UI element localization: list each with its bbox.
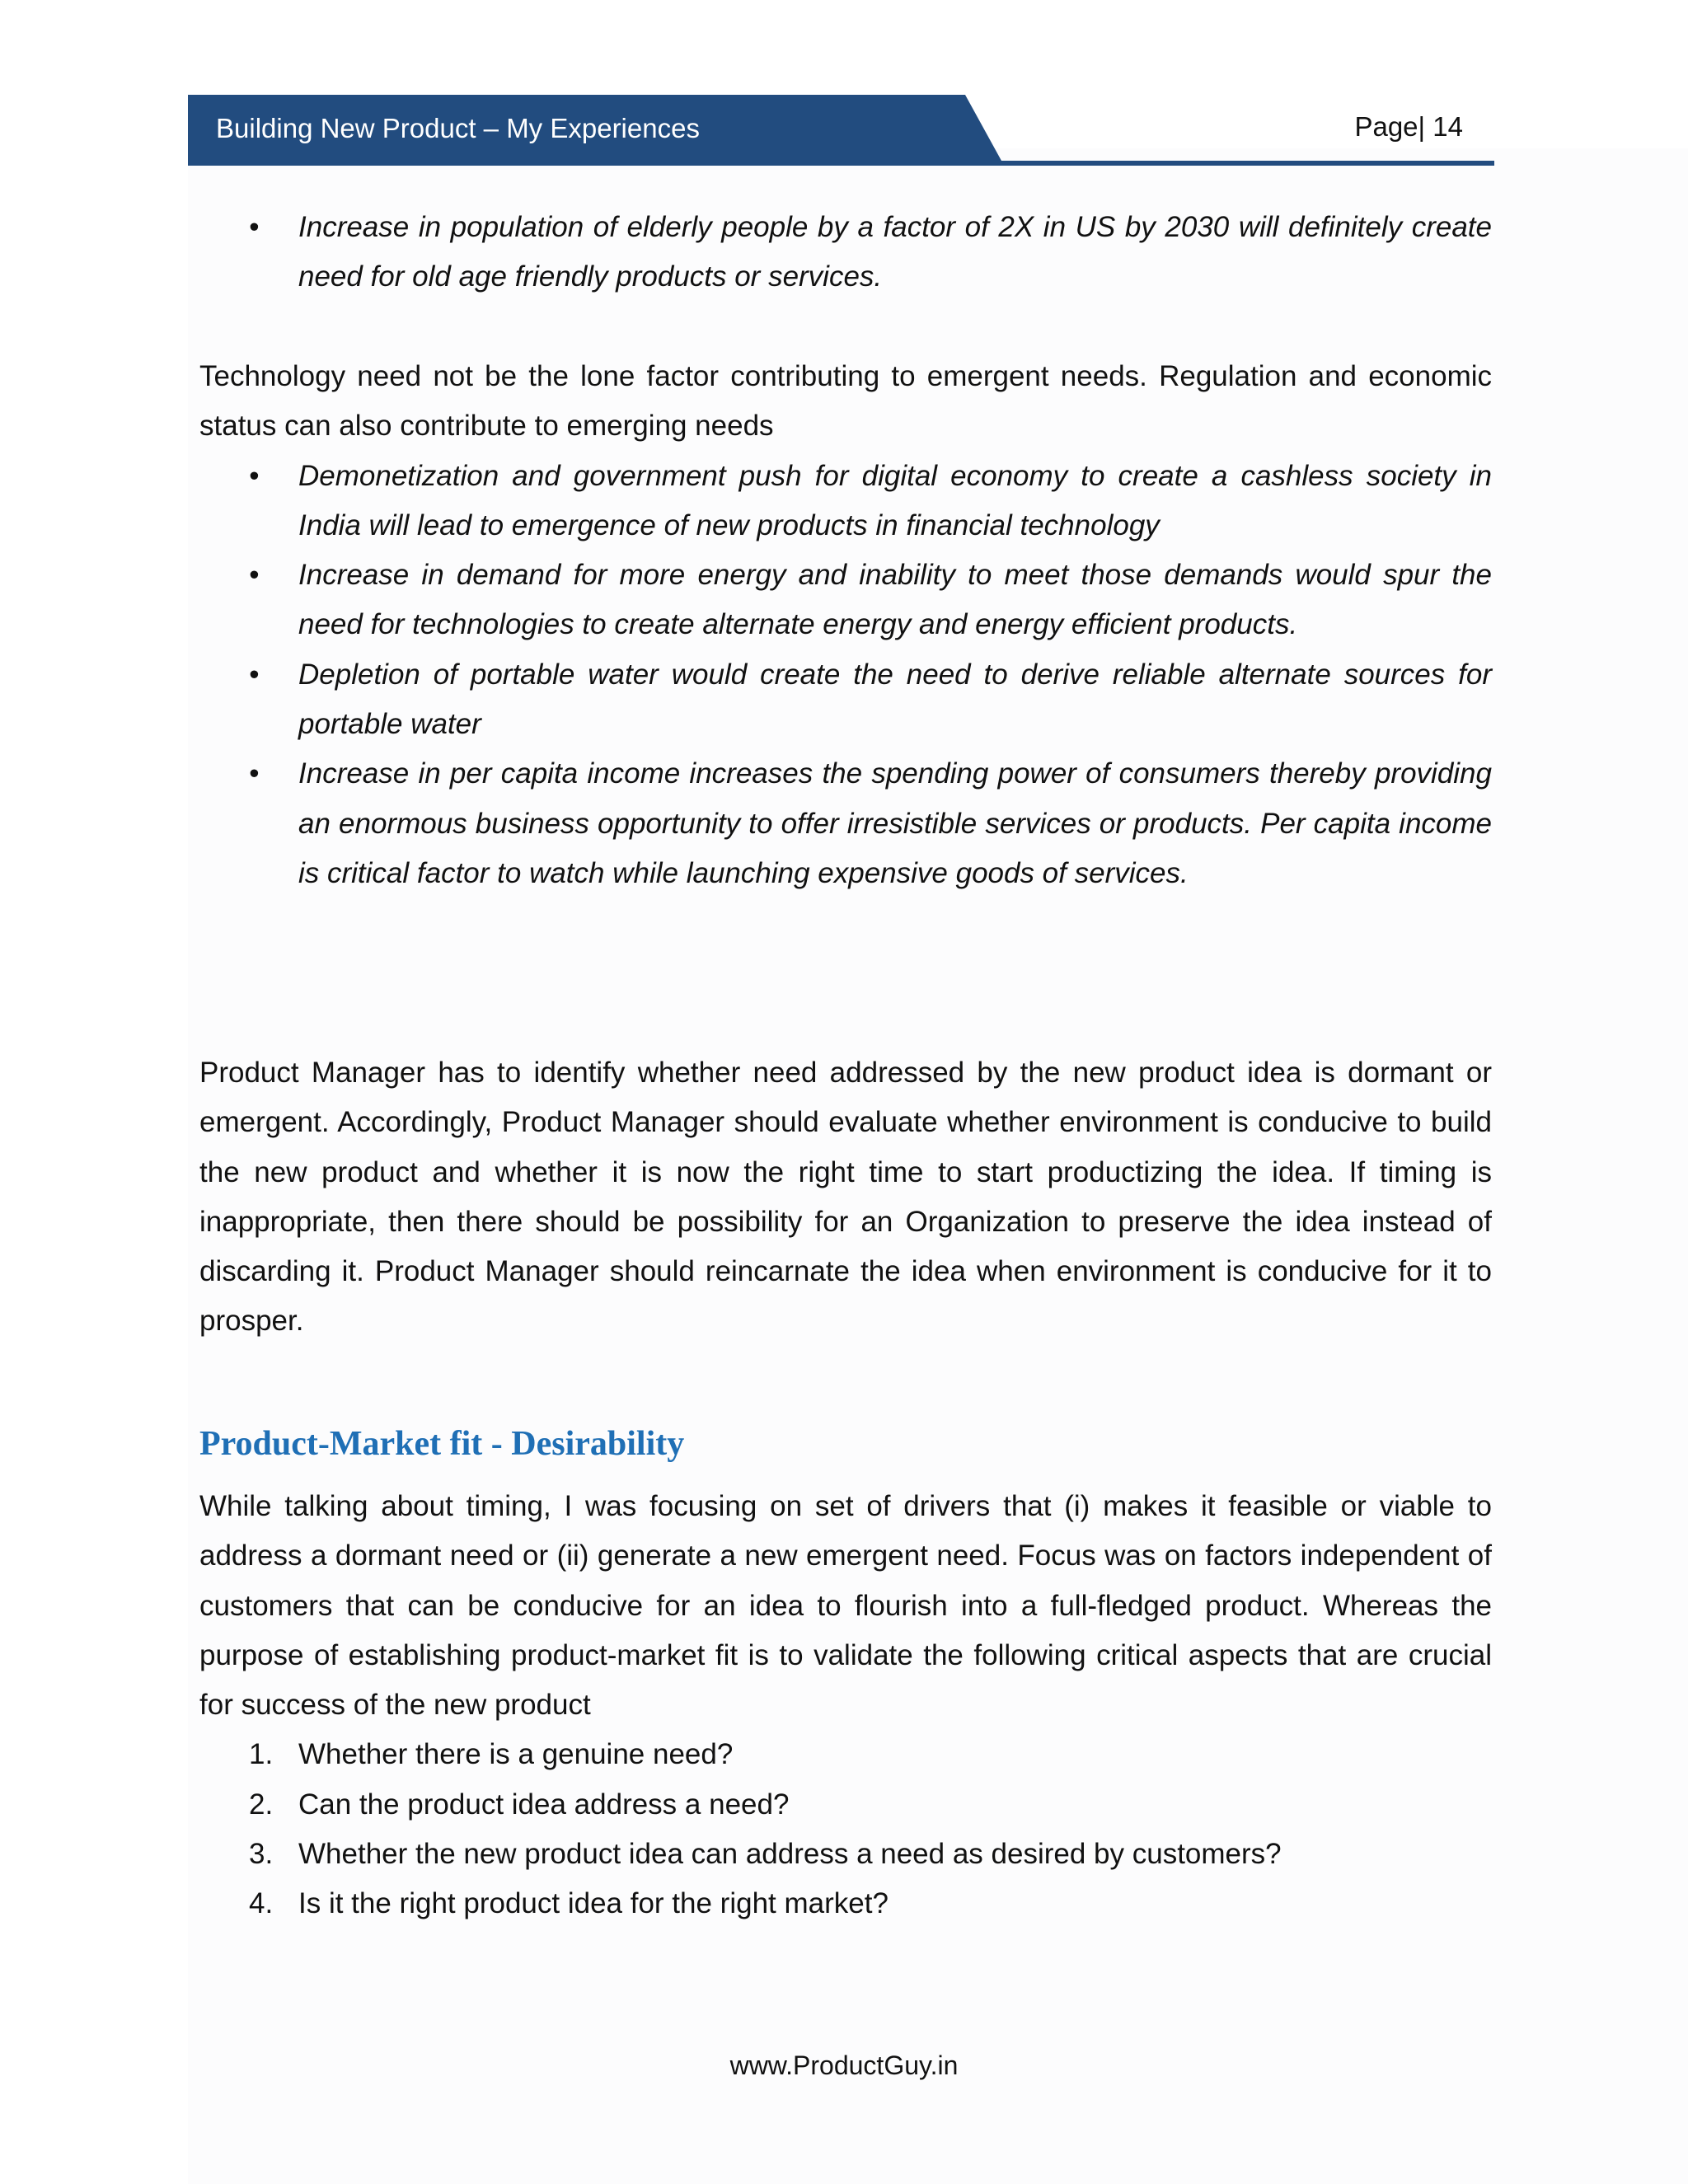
- list-number: 4.: [249, 1887, 274, 1920]
- list-item: • Increase in demand for more energy and inability to meet those demands would spur the need for technologies to create alternate energy and energy efficient products.: [249, 559, 1492, 641]
- list-number: 1.: [249, 1738, 274, 1771]
- document-title: Building New Product – My Experiences: [216, 113, 700, 143]
- list-item-text: Increase in population of elderly people by a factor of 2X in US by 2030 will definitely create need for old age friendly products or services.: [298, 211, 1492, 293]
- footer-url: www.ProductGuy.in: [729, 2050, 959, 2080]
- paragraph: While talking about timing, I was focusing on set of drivers that (i) makes it feasible or viable to address a dormant need or (ii) generate a new emergent need. Focus was on factors independent of customers that can be conducive for an idea to flourish into a full-fledged product. Whereas the purpose of establishing product-market fit is to validate the following critical aspects that are crucial for success of the new product: [199, 1490, 1492, 1722]
- list-item-text: Depletion of portable water would create the need to derive reliable alternate sources for portable water: [298, 658, 1492, 741]
- paragraph: Technology need not be the lone factor contributing to emergent needs. Regulation and economic status can also contribute to emerging needs: [199, 360, 1492, 443]
- page-header: [188, 95, 1494, 166]
- list-item: • Increase in population of elderly people by a factor of 2X in US by 2030 will definitely create need for old age friendly products or services.: [249, 211, 1492, 293]
- page-number: Page| 14: [1354, 111, 1463, 142]
- section-heading: Product-Market fit - Desirability: [199, 1425, 685, 1463]
- list-item-text: Increase in per capita income increases the spending power of consumers thereby providing an enormous business opportunity to offer irresistible services or products. Per capita income is critical factor to watch while launching expensive goods of services.: [298, 757, 1492, 889]
- list-item-text: Increase in demand for more energy and inability to meet those demands would spur the need for technologies to create alternate energy and energy efficient products.: [298, 559, 1492, 641]
- section-emerging-needs: [199, 352, 1492, 898]
- bullet-list-2: [199, 452, 1492, 899]
- bullet-list-1: [199, 203, 1492, 302]
- list-item: [199, 1879, 1492, 1929]
- list-item: • Depletion of portable water would create the need to derive reliable alternate sources for portable water: [249, 658, 1492, 741]
- list-item: • Increase in per capita income increases the spending power of consumers thereby providing an enormous business opportunity to offer irresistible services or products. Per capita income is critical factor to watch while launching expensive goods of services.: [249, 757, 1492, 889]
- list-item: • Demonetization and government push for digital economy to create a cashless society in India will lead to emergence of new products in financial technology: [249, 459, 1492, 541]
- list-item-text: Whether there is a genuine need?: [298, 1738, 734, 1771]
- list-item-text: Whether the new product idea can address a need as desired by customers?: [298, 1838, 1282, 1871]
- list-number: 2.: [249, 1788, 274, 1821]
- list-item-text: Demonetization and government push for digital economy to create a cashless society in India will lead to emergence of new products in financial technology: [298, 459, 1492, 541]
- list-item: [199, 1780, 1492, 1830]
- list-item: [199, 1830, 1492, 1879]
- list-item-text: Is it the right product idea for the right market?: [298, 1887, 889, 1920]
- section-product-market-fit: [199, 1482, 1492, 1929]
- section-timing: [199, 1048, 1492, 1347]
- list-item: [199, 1730, 1492, 1779]
- paragraph: Product Manager has to identify whether need addressed by the new product idea is dormant or emergent. Accordingly, Product Manager should evaluate whether environment is conducive to build the new product and whether it is now the right time to start productizing the idea. If timing is inappropriate, then there should be possibility for an Organization to preserve the idea instead of discarding it. Product Manager should reincarnate the idea when environment is conducive for it to prosper.: [199, 1057, 1492, 1338]
- list-item-text: Can the product idea address a need?: [298, 1788, 790, 1821]
- list-number: 3.: [249, 1838, 274, 1871]
- numbered-list: [199, 1730, 1492, 1929]
